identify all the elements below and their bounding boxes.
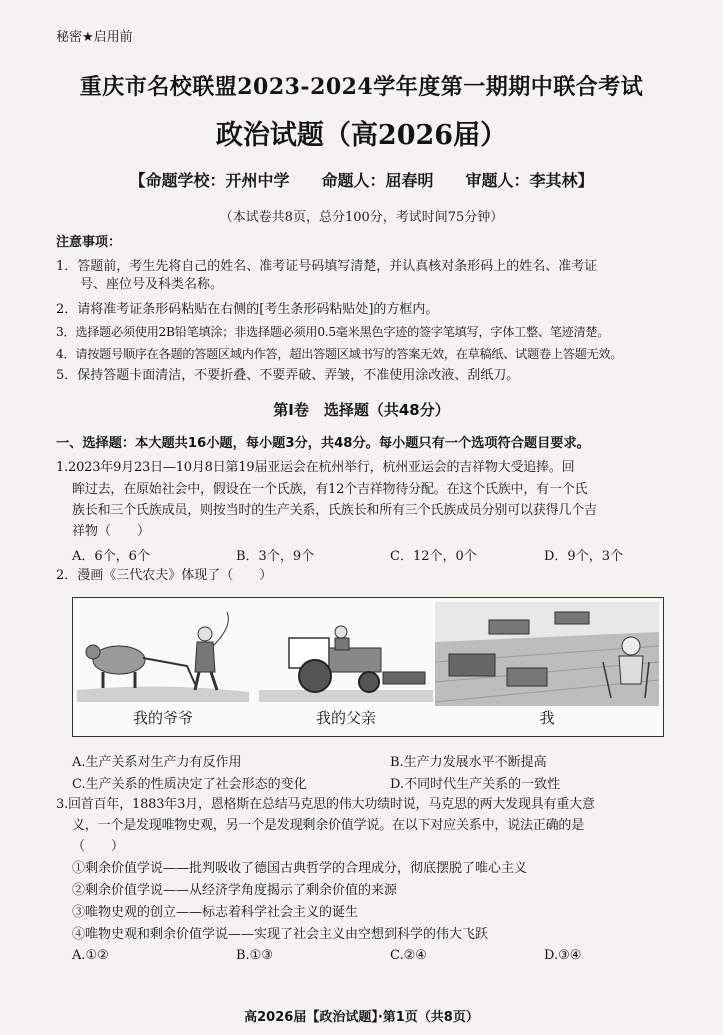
q3-statement: ①剩余价值学说——批判吸收了德国古典哲学的合理成分，彻底摆脱了唯心主义	[72, 861, 528, 876]
caption-grandfather: 我的爷爷	[132, 709, 193, 727]
q1-option-d: D．9个，3个	[544, 549, 623, 564]
question-3-line: 义，一个是发现唯物史观，另一个是发现剩余价值学说。在以下对应关系中，说法正确的是	[72, 818, 585, 833]
caption-me: 我	[539, 709, 555, 727]
section-instruction: 一、选择题：本大题共16小题，每小题3分，共48分。每小题只有一个选项符合题目要求。	[56, 436, 590, 451]
q3-statement: ④唯物史观和剩余价值学说——实现了社会主义由空想到科学的伟大飞跃	[72, 927, 489, 942]
exam-info: （本试卷共8页，总分100分，考试时间75分钟）	[219, 210, 504, 225]
q3-option-d: D.③④	[544, 948, 582, 963]
q2-option-c: C.生产关系的性质决定了社会形态的变化	[72, 777, 307, 792]
confidential-label: 秘密★启用前	[56, 30, 133, 45]
question-1-line: 族长和三个氏族成员，则按当时的生产关系，氏族长和所有三个氏族成员分别可以获得几个吉	[72, 503, 597, 518]
note-item: 3．选择题必须使用2B铅笔填涂；非选择题必须用0.5毫米黑色字迹的签字笔填写，字体工整、笔迹清楚。	[56, 325, 610, 339]
note-item: 2．请将准考证条形码粘贴在右侧的[考生条形码粘贴处]的方框内。	[56, 302, 439, 317]
q1-option-a: A．6个，6个	[72, 549, 150, 564]
exam-title: 重庆市名校联盟2023-2024学年度第一期期中联合考试	[79, 74, 644, 100]
section-title: 第Ⅰ卷 选择题（共48分）	[273, 401, 450, 419]
question-3-line: 3.回首百年，1883年3月，恩格斯在总结马克思的伟大功绩时说，马克思的两大发现具有重大意	[56, 797, 595, 812]
note-item: 号、座位号及科类名称。	[80, 277, 224, 292]
question-2-stem: 2．漫画《三代农夫》体现了（ ）	[56, 568, 273, 583]
comic-panel-grandfather	[77, 602, 249, 730]
comic-three-generations	[72, 597, 664, 737]
q2-option-a: A.生产关系对生产力有反作用	[72, 755, 242, 770]
notes-heading: 注意事项：	[56, 235, 122, 250]
question-1-line: 1.2023年9月23日—10月8日第19届亚运会在杭州举行，杭州亚运会的吉祥物大受追捧。回	[56, 460, 575, 475]
question-1-line: 祥物（ ）	[72, 524, 151, 539]
subject-title: 政治试题（高2026届）	[215, 120, 508, 151]
q1-option-b: B．3个，9个	[236, 549, 315, 564]
q3-option-c: C.②④	[390, 948, 427, 963]
question-1-line: 眸过去，在原始社会中，假设在一个氏族，有12个吉祥物待分配。在这个氏族中，有一个氏	[72, 482, 588, 497]
q2-option-d: D.不同时代生产关系的一致性	[390, 777, 561, 792]
automated-farm-illustration	[435, 602, 659, 706]
note-item: 5．保持答题卡面清洁，不要折叠、不要弄破、弄皱，不准使用涂改液、刮纸刀。	[56, 368, 520, 383]
q1-option-c: C．12个，0个	[390, 549, 477, 564]
note-item: 1．答题前，考生先将自己的姓名、准考证号码填写清楚，并认真核对条形码上的姓名、准考证	[56, 259, 598, 274]
authors-line: 【命题学校：开州中学 命题人：屈春明 审题人：李其林】	[129, 171, 594, 190]
question-3-line: （ ）	[72, 839, 125, 854]
q3-option-b: B.①③	[236, 948, 273, 963]
q2-option-b: B.生产力发展水平不断提高	[390, 755, 547, 770]
caption-father: 我的父亲	[315, 709, 376, 727]
comic-panel-father	[259, 602, 433, 730]
tractor-illustration	[259, 602, 433, 702]
page-footer: 高2026届【政治试题】·第1页（共8页）	[244, 1010, 479, 1025]
ox-plough-illustration	[77, 602, 249, 702]
note-item: 4．请按题号顺序在各题的答题区域内作答，超出答题区域书写的答案无效，在草稿纸、试题卷上答题无效。	[56, 347, 623, 361]
q3-statement: ②剩余价值学说——从经济学角度揭示了剩余价值的来源	[72, 883, 398, 898]
q3-statement: ③唯物史观的创立——标志着科学社会主义的诞生	[72, 905, 359, 920]
comic-panel-me	[435, 602, 659, 730]
q3-option-a: A.①②	[72, 948, 109, 963]
